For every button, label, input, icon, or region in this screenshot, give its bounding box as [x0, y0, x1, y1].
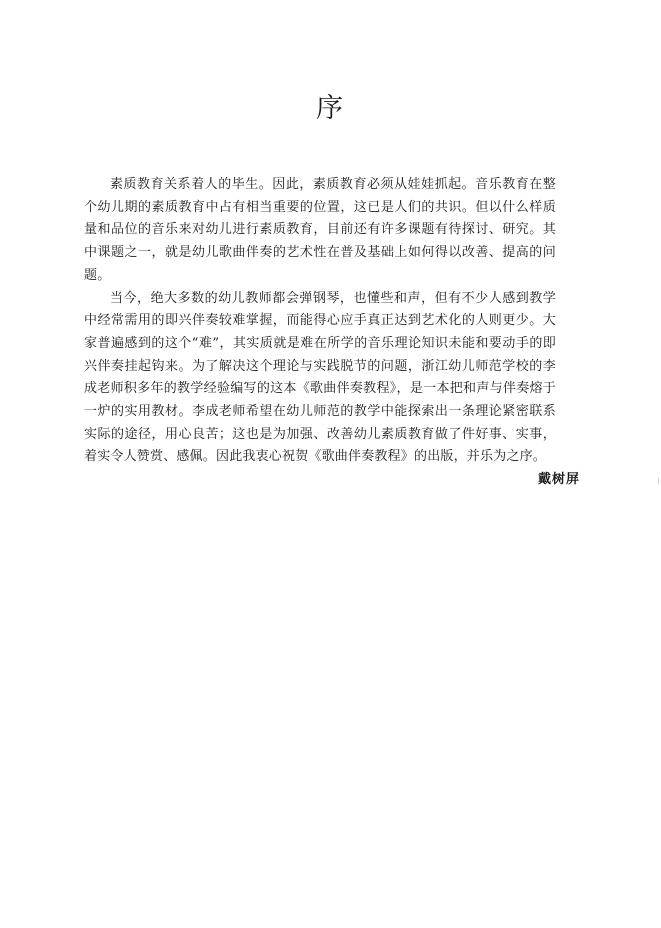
author-signature: 戴树屏	[537, 472, 580, 487]
page-title: 序	[316, 93, 345, 124]
preface-body	[84, 174, 556, 469]
scan-edge-mark	[658, 478, 659, 484]
paragraph-1: 素质教育关系着人的毕生。因此，素质教育必须从娃娃抓起。音乐教育在整个幼儿期的素质教育中占有相当重要的位置，这已是人们的共识。但以什么样质量和品位的音乐来对幼儿进行素质教育，目前还有许多课题有待探讨、研究。其中课题之一，就是幼儿歌曲伴奏的艺术性在普及基础上如何得以改善、提高的问题。	[84, 177, 556, 283]
paragraph-2: 当今，绝大多数的幼儿教师都会弹钢琴，也懂些和声，但有不少人感到教学中经常需用的即兴伴奏较难掌握，而能得心应手真正达到艺术化的人则更少。大家普遍感到的这个“难”，其实质就是难在所学的音乐理论知识未能和要动手的即兴伴奏挂起钩来。为了解决这个理论与实践脱节的问题，浙江幼儿师范学校的李成老师积多年的教学经验编写的这本《歌曲伴奏教程》，是一本把和声与伴奏熔于一炉的实用教材。李成老师希望在幼儿师范的教学中能探索出一条理论紧密联系实际的途径，用心良苦；这也是为加强、改善幼儿素质教育做了件好事、实事，着实令人赞赏、感佩。因此我衷心祝贺《歌曲伴奏教程》的出版，并乐为之序。	[84, 290, 556, 465]
